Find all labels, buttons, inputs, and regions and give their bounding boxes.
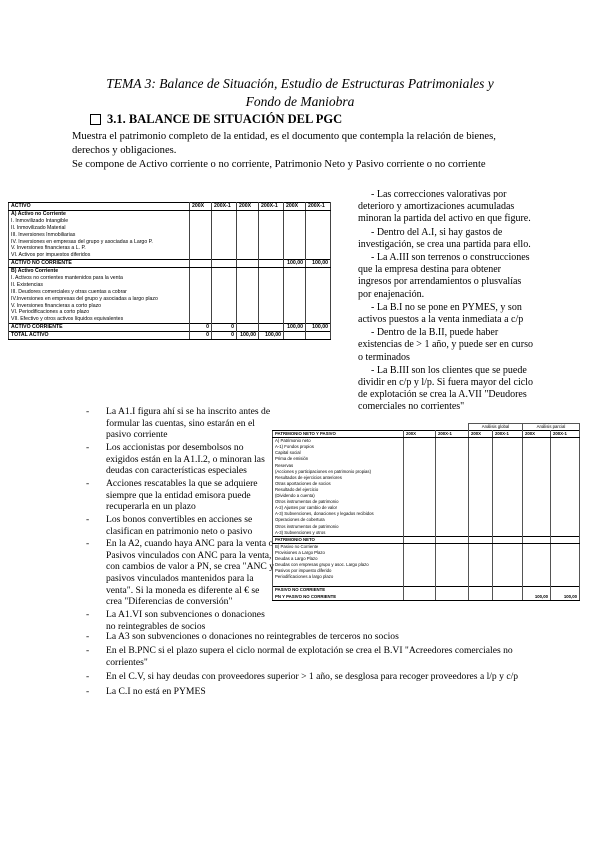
cell-value: 100,00	[306, 260, 331, 268]
row-label: A-3) Subvenciones, donaciones y legados recibidos	[273, 511, 404, 517]
cell-value	[212, 268, 237, 275]
list-item	[86, 442, 276, 477]
list-item	[86, 631, 536, 643]
row-label: IV.Inversiones en empresas del grupo y asociadas a largo plazo	[9, 296, 190, 303]
cell-value	[190, 238, 212, 245]
column-header: 200X-1	[306, 203, 331, 211]
row-label: II. Inmovilizado Material	[9, 225, 190, 232]
table-row	[9, 245, 331, 252]
column-header: ACTIVO	[9, 203, 190, 211]
cell-value	[306, 232, 331, 239]
table-row	[9, 260, 331, 268]
bullet-dash: -	[86, 631, 90, 642]
cell-value	[237, 268, 259, 275]
list-item-text: En el C.V, si hay deudas con proveedores superior > 1 año, se desglosa para recoger proveedores a l/p y c/p	[106, 671, 519, 683]
row-label: PATRIMONIO NETO	[273, 536, 404, 543]
row-label	[273, 580, 404, 587]
cell-value	[212, 316, 237, 323]
cell-value	[306, 268, 331, 275]
cell-value: 100,00	[259, 332, 284, 340]
cell-value: 100,00	[306, 324, 331, 332]
row-label: VI. Periodificaciones a corto plazo	[9, 309, 190, 316]
cell-value	[212, 302, 237, 309]
cell-value	[493, 438, 523, 445]
cell-value	[523, 530, 551, 537]
cell-value	[237, 309, 259, 316]
title-line-1: TEMA 3: Balance de Situación, Estudio de Estructuras Patrimoniales y	[106, 76, 494, 91]
bullet-dash: -	[86, 645, 90, 657]
cell-value	[306, 316, 331, 323]
note-paragraph: - Las correcciones valorativas por deterioro y amortizaciones acumuladas minoran la partida del activo en que figure.	[358, 189, 531, 225]
list-item	[86, 609, 276, 632]
cell-value	[284, 302, 306, 309]
bullet-dash: -	[86, 441, 90, 453]
cell-value	[259, 324, 284, 332]
table-row	[273, 438, 580, 445]
cell-value	[404, 594, 436, 601]
cell-value	[404, 536, 436, 543]
cell-value	[237, 232, 259, 239]
cell-value	[469, 594, 493, 601]
intro-paragraph	[72, 130, 532, 172]
row-label: Deudas con empresas grupo y asoc. Largo plazo	[273, 562, 404, 568]
cell-value	[284, 218, 306, 225]
pn-table	[272, 423, 580, 601]
intro-line: derechos y obligaciones.	[72, 144, 177, 156]
cell-value	[259, 268, 284, 275]
cell-value	[436, 580, 469, 587]
list-item-text: Los bonos convertibles en acciones se clasifican en patrimonio neto o pasivo	[106, 513, 253, 537]
note-paragraph: - Dentro de la B.II, puede haber existencias de > 1 año, y puede ser en curso o terminados	[358, 327, 534, 363]
cell-value	[237, 225, 259, 232]
cell-value	[259, 238, 284, 245]
bullet-dash: -	[86, 477, 90, 489]
list-item-text: La A1.I figura ahí si se ha inscrito antes de formular las cuentas, sino estarán en el pasivo corriente	[106, 406, 271, 441]
cell-value	[212, 275, 237, 282]
row-label: V. Inversiones financieras a corto plazo	[9, 302, 190, 309]
list-item-text: La A3 son subvenciones o donaciones no reintegrables de terceros no socios	[106, 631, 399, 642]
row-label: V. Inversiones financieras a L. P.	[9, 245, 190, 252]
row-label: I. Inmovilizado Intangible	[9, 218, 190, 225]
cell-value	[259, 245, 284, 252]
row-label: IV. Inversiones en empresas del grupo y asociadas a Largo P.	[9, 238, 190, 245]
table-row	[273, 530, 580, 537]
cell-value	[306, 252, 331, 259]
cell-value	[306, 238, 331, 245]
cell-value	[190, 316, 212, 323]
list-item	[86, 406, 276, 441]
cell-value: 0	[212, 332, 237, 340]
row-label: PASIVO NO CORRIENTE	[273, 587, 404, 594]
bullet-dash: -	[86, 406, 90, 417]
row-label: ACTIVO CORRIENTE	[9, 324, 190, 332]
cell-value	[212, 296, 237, 303]
column-header: 200X-1	[259, 203, 284, 211]
row-label: (Acciones y participaciones en patrimonio propias)	[273, 469, 404, 475]
cell-value	[284, 238, 306, 245]
row-label: B) Pasivo no Corriente	[273, 543, 404, 550]
note-paragraph: - La A.III son terrenos o construcciones que la empresa destina para obtener ingresos por arrendamientos o plusvalías por enajenación.	[358, 252, 530, 300]
column-header: 200X-1	[493, 431, 523, 438]
cell-value	[404, 438, 436, 445]
bullet-dash: -	[86, 685, 90, 697]
table-row	[9, 324, 331, 332]
cell-value	[551, 530, 580, 537]
cell-value	[259, 218, 284, 225]
row-label: II. Existencias	[9, 282, 190, 289]
cell-value	[190, 260, 212, 268]
cell-value	[493, 543, 523, 550]
row-label: A-3) Subvenciones y otros	[273, 530, 404, 537]
cell-value	[469, 543, 493, 550]
cell-value	[212, 232, 237, 239]
cell-value	[259, 225, 284, 232]
list-item-text: En el B.PNC si el plazo supera el ciclo normal de explotación se crea el B.VI "Acreedores comerciales no corrientes"	[106, 645, 513, 669]
cell-value	[284, 252, 306, 259]
row-label: VII. Efectivo y otros activos líquidos equivalentes	[9, 316, 190, 323]
pn-table-wrap	[272, 423, 580, 601]
row-label: (Dividendo a cuenta)	[273, 493, 404, 499]
note-paragraph: - La B.III son los clientes que se puede dividir en c/p y l/p. Si fuera mayor del ciclo de explotación se crea la A.VII "Deudores comerciales no corrientes"	[358, 364, 533, 413]
row-label: A-2) Ajustes por cambio de valor	[273, 505, 404, 511]
cell-value	[284, 282, 306, 289]
cell-value	[237, 210, 259, 217]
section-title: 3.1. BALANCE DE SITUACIÓN DEL PGC	[107, 112, 343, 126]
activo-header-row	[9, 203, 331, 211]
cell-value	[284, 225, 306, 232]
row-label: III. Deudores comerciales y otras cuentas a cobrar	[9, 289, 190, 296]
cell-value	[306, 245, 331, 252]
cell-value	[551, 543, 580, 550]
pn-header-row	[273, 431, 580, 438]
cell-value	[190, 245, 212, 252]
cell-value	[404, 530, 436, 537]
bullet-dash: -	[86, 538, 90, 550]
column-header: 200X	[190, 203, 212, 211]
table-row	[9, 238, 331, 245]
cell-value	[259, 289, 284, 296]
table-row	[9, 225, 331, 232]
cell-value	[436, 536, 469, 543]
cell-value	[259, 316, 284, 323]
list-item	[86, 514, 276, 537]
cell-value	[306, 282, 331, 289]
cell-value	[469, 536, 493, 543]
bullet-dash: -	[86, 609, 90, 621]
list-item	[86, 686, 536, 698]
table-row	[9, 232, 331, 239]
cell-value: 0	[190, 324, 212, 332]
cell-value	[284, 316, 306, 323]
column-header: 200X	[404, 431, 436, 438]
row-label: Capital social	[273, 450, 404, 456]
cell-value	[212, 210, 237, 217]
row-label: Provisiones a Largo Plazo	[273, 550, 404, 556]
cell-value	[237, 282, 259, 289]
table-row	[273, 536, 580, 543]
table-row	[273, 594, 580, 601]
cell-value	[284, 232, 306, 239]
cell-value	[259, 309, 284, 316]
cell-value	[259, 296, 284, 303]
table-row	[273, 543, 580, 550]
cell-value	[284, 275, 306, 282]
row-label: Resultado del ejercicio	[273, 487, 404, 493]
cell-value	[190, 252, 212, 259]
row-label: Resultados de ejercicios anteriores	[273, 475, 404, 481]
bottom-bullet-list	[86, 631, 536, 700]
cell-value	[436, 530, 469, 537]
cell-value	[190, 309, 212, 316]
cell-value	[306, 275, 331, 282]
row-label: ACTIVO NO CORRIENTE	[9, 260, 190, 268]
cell-value	[259, 275, 284, 282]
section-heading	[90, 112, 342, 127]
note-paragraph: - Dentro del A.I, si hay gastos de investigación, se crea una partida para ello.	[358, 226, 531, 250]
cell-value	[404, 587, 436, 594]
bullet-dash: -	[86, 513, 90, 525]
cell-value	[259, 252, 284, 259]
list-item	[86, 671, 536, 683]
cell-value	[306, 225, 331, 232]
list-item	[86, 645, 536, 669]
checkbox-icon	[90, 114, 101, 125]
cell-value	[237, 289, 259, 296]
activo-table-wrap	[8, 202, 331, 340]
cell-value	[284, 296, 306, 303]
cell-value: 100,00	[551, 594, 580, 601]
cell-value	[284, 210, 306, 217]
table-row	[9, 332, 331, 340]
cell-value	[237, 296, 259, 303]
column-header: 200X	[523, 431, 551, 438]
cell-value	[259, 302, 284, 309]
title-line-2: Fondo de Maniobra	[245, 94, 355, 109]
cell-value	[237, 245, 259, 252]
table-row	[9, 268, 331, 275]
cell-value	[523, 543, 551, 550]
cell-value	[190, 275, 212, 282]
cell-value	[212, 225, 237, 232]
row-label: A) Activo no Corriente	[9, 210, 190, 217]
table-row	[9, 309, 331, 316]
cell-value	[237, 302, 259, 309]
cell-value	[259, 260, 284, 268]
cell-value	[523, 587, 551, 594]
row-label: B) Activo Corriente	[9, 268, 190, 275]
cell-value	[190, 210, 212, 217]
cell-value	[212, 309, 237, 316]
cell-value	[190, 218, 212, 225]
table-row	[9, 218, 331, 225]
cell-value	[523, 536, 551, 543]
cell-value	[259, 232, 284, 239]
cell-value	[436, 543, 469, 550]
cell-value: 0	[212, 324, 237, 332]
list-item-text: Los accionistas por desembolsos no exigidos están en la A1.I.2, o minoran las deudas con características especiales	[106, 441, 265, 477]
cell-value	[190, 225, 212, 232]
cell-value	[493, 536, 523, 543]
cell-value	[306, 289, 331, 296]
cell-value	[306, 332, 331, 340]
cell-value	[469, 530, 493, 537]
cell-value	[212, 282, 237, 289]
table-row	[273, 587, 580, 594]
cell-value	[284, 289, 306, 296]
row-label: Prima de emisión	[273, 456, 404, 462]
cell-value	[493, 530, 523, 537]
row-label: Pasivos por impuesto diferido	[273, 568, 404, 574]
list-item	[86, 478, 276, 513]
list-item-text: La A1.VI son subvenciones o donaciones no reintegrables de socios	[106, 609, 265, 632]
group-label: Análisis global	[469, 424, 523, 431]
cell-value	[212, 245, 237, 252]
cell-value	[237, 218, 259, 225]
cell-value	[190, 232, 212, 239]
group-label: Análisis parcial	[523, 424, 580, 431]
cell-value	[190, 289, 212, 296]
cell-value	[284, 245, 306, 252]
cell-value	[493, 580, 523, 587]
table-row	[9, 275, 331, 282]
cell-value	[436, 594, 469, 601]
left-bullet-list	[86, 406, 276, 633]
cell-value	[493, 587, 523, 594]
table-row	[273, 580, 580, 587]
cell-value	[212, 252, 237, 259]
row-label: Periodificaciones a largo plazo	[273, 574, 404, 580]
table-row	[9, 282, 331, 289]
group-header-row	[273, 424, 580, 431]
table-row	[9, 210, 331, 217]
cell-value	[523, 580, 551, 587]
table-row	[9, 316, 331, 323]
row-label: Operaciones de cobertura	[273, 517, 404, 523]
list-item-text: La C.I no está en PYMES	[106, 685, 206, 697]
cell-value: 100,00	[237, 332, 259, 340]
cell-value	[284, 309, 306, 316]
cell-value	[212, 218, 237, 225]
row-label: A-1) Fondos propios	[273, 444, 404, 450]
cell-value	[469, 587, 493, 594]
cell-value	[212, 289, 237, 296]
column-header: PATRIMONIO NETO Y PASIVO	[273, 431, 404, 438]
bullet-dash: -	[86, 671, 90, 683]
cell-value	[436, 438, 469, 445]
row-label: Reservas	[273, 463, 404, 469]
intro-line: Se compone de Activo corriente o no corriente, Patrimonio Neto y Pasivo corriente o no corriente	[72, 159, 486, 170]
row-label: Otros instrumentos de patrimonio	[273, 499, 404, 505]
cell-value	[212, 260, 237, 268]
table-row	[9, 302, 331, 309]
intro-line: Muestra el patrimonio completo de la entidad, es el documento que contempla la relación de bienes,	[72, 131, 496, 142]
cell-value	[237, 252, 259, 259]
cell-value	[551, 438, 580, 445]
cell-value: 100,00	[284, 324, 306, 332]
cell-value	[306, 302, 331, 309]
cell-value	[493, 594, 523, 601]
cell-value	[469, 580, 493, 587]
cell-value: 100,00	[523, 594, 551, 601]
column-header: 200X	[237, 203, 259, 211]
cell-value	[237, 275, 259, 282]
cell-value	[436, 587, 469, 594]
table-row	[9, 296, 331, 303]
row-label: A) Patrimonio neto	[273, 438, 404, 445]
cell-value	[523, 438, 551, 445]
cell-value	[551, 587, 580, 594]
column-header: 200X	[284, 203, 306, 211]
cell-value	[237, 324, 259, 332]
list-item	[86, 538, 276, 608]
document-title	[40, 75, 560, 111]
cell-value	[190, 268, 212, 275]
column-header: 200X-1	[551, 431, 580, 438]
column-header: 200X-1	[436, 431, 469, 438]
note-paragraph: - La B.I no se pone en PYMES, y son activos puestos a la venta inmediata a c/p	[358, 301, 524, 326]
cell-value	[212, 238, 237, 245]
cell-value	[469, 438, 493, 445]
row-label: Otros instrumentos de patrimonio	[273, 524, 404, 530]
empty-cell	[273, 424, 469, 431]
cell-value	[237, 260, 259, 268]
cell-value	[306, 309, 331, 316]
list-item-text: Acciones rescatables la que se adquiere siempre que la entidad emisora puede recuperarla en un plazo	[106, 477, 258, 513]
column-header: 200X-1	[212, 203, 237, 211]
cell-value	[259, 282, 284, 289]
table-row	[9, 289, 331, 296]
cell-value	[284, 332, 306, 340]
table-row	[9, 252, 331, 259]
cell-value	[306, 218, 331, 225]
cell-value	[306, 296, 331, 303]
row-label: Otras aportaciones de socios	[273, 481, 404, 487]
cell-value	[237, 238, 259, 245]
cell-value	[190, 296, 212, 303]
right-notes	[358, 189, 536, 415]
row-label: Deudas a Largo Plazo	[273, 556, 404, 562]
cell-value	[306, 210, 331, 217]
cell-value	[551, 536, 580, 543]
row-label: III. Inversiones Inmobiliarias	[9, 232, 190, 239]
column-header: 200X	[469, 431, 493, 438]
cell-value: 0	[190, 332, 212, 340]
row-label: PN Y PASIVO NO CORRIENTE	[273, 594, 404, 601]
cell-value	[284, 268, 306, 275]
cell-value	[404, 543, 436, 550]
cell-value	[237, 316, 259, 323]
activo-table	[8, 202, 331, 340]
cell-value	[190, 282, 212, 289]
cell-value	[259, 210, 284, 217]
list-item-text: En la A2, cuando haya ANC para la venta o Pasivos vinculados con ANC para la venta, con cambios de valor a PN, se crea "ANC y pasivos vinculados mantenidos para la venta". Si la moneda es diferente al € se crea "Diferencias de conversión"	[106, 538, 275, 608]
cell-value	[551, 580, 580, 587]
row-label: VI. Activos por impuestos diferidos	[9, 252, 190, 259]
row-label: I. Activos no corrientes mantenidos para la venta	[9, 275, 190, 282]
cell-value: 100,00	[284, 260, 306, 268]
row-label: TOTAL ACTIVO	[9, 332, 190, 340]
cell-value	[404, 580, 436, 587]
cell-value	[190, 302, 212, 309]
